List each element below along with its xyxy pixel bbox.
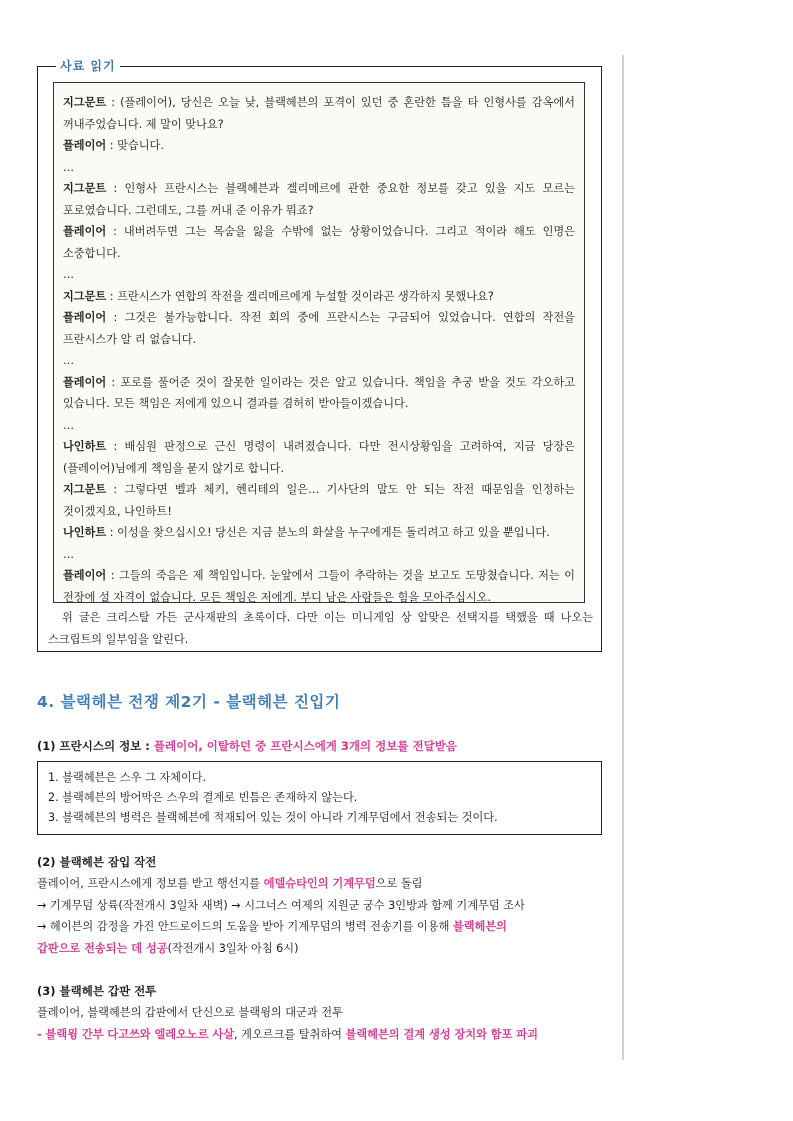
dialogue-text: : 프란시스가 연합의 작전을 겔리메르에게 누설할 것이라곤 생각하지 못했나요? bbox=[106, 289, 494, 303]
francis-info-box bbox=[37, 761, 602, 835]
speaker-name: 플레이어 bbox=[63, 139, 107, 152]
dialogue-text: : 인형사 프란시스는 블랙헤븐과 겔리메르에 관한 중요한 정보를 갖고 있을 지도 모르는 포로였습니다. 그런데도, 그를 꺼내 준 이유가 뭐죠? bbox=[63, 182, 575, 217]
highlight-text: 에델슈타인의 기계무덤 bbox=[263, 877, 376, 890]
page-margin-rule bbox=[622, 55, 624, 1060]
speaker-name: 플레이어 bbox=[63, 225, 107, 238]
dialogue-text: : 내버려두면 그는 목숨을 잃을 수밖에 없는 상황이었습니다. 그리고 적이라 해도 인명은 소중합니다. bbox=[63, 225, 575, 260]
dialogue-text: : 그것은 불가능합니다. 작전 회의 중에 프란시스는 구금되어 있었습니다. 연합의 작전을 프란시스가 알 리 없습니다. bbox=[63, 311, 575, 346]
dialogue-text: : 포로를 풀어준 것이 잘못한 일이라는 것은 알고 있습니다. 책임을 추궁 받을 것도 각오하고 있습니다. 모든 책임은 저에게 있으니 결과를 겸허히 받아들이겠습니다. bbox=[63, 375, 575, 410]
dialogue-line bbox=[63, 178, 575, 221]
dialogue-line bbox=[63, 286, 575, 308]
dialogue-excerpt-box bbox=[53, 82, 585, 603]
section-title: 4. 블랙헤븐 전쟁 제2기 - 블랙헤븐 진입기 bbox=[37, 693, 341, 711]
highlight-text: 플레이어, 이탈하던 중 프란시스에게 3개의 정보를 전달받음 bbox=[153, 739, 457, 753]
dialogue-line bbox=[63, 92, 575, 135]
dialogue-text: : (플레이어), 당신은 오늘 낮, 블랙헤븐의 포격이 있던 중 혼란한 틈을 타 인형사를 감옥에서 꺼내주었습니다. 제 말이 맞나요? bbox=[63, 96, 575, 131]
dialogue-text: : 그렇다면 벨과 체키, 헨리테의 일은… 기사단의 말도 안 되는 작전 때문임을 인정하는 것이겠지요, 나인하트! bbox=[63, 483, 575, 518]
subsection-deck-battle-title: (3) 블랙헤븐 갑판 전투 bbox=[37, 984, 157, 998]
subsection-infiltration-body: 플레이어, 프란시스에게 정보를 받고 행선지를 에델슈타인의 기계무덤으로 돌림 → 기계무덤 상륙(작전개시 3일차 새벽) → 시그너스 여제의 지원군 궁수 3인방과 함께 기계무덤 조사 → 헤이븐의 감정을 가진 안드로이드의 도움을 받아 기계무덤의 병력 전송기를 이용해 블랙헤븐의 갑판으로 전송되는 데 성공(작전개시 3일차 아침 6시) bbox=[37, 877, 525, 955]
ellipsis: … bbox=[63, 547, 75, 561]
speaker-name: 플레이어 bbox=[63, 569, 107, 582]
speaker-name: 지그문트 bbox=[63, 96, 107, 109]
ellipsis: … bbox=[63, 160, 75, 174]
highlight-text: 블랙윙 간부 다고쓰와 엘레오노르 사살 bbox=[45, 1027, 235, 1041]
highlight-text: 블랙헤븐의 bbox=[452, 920, 507, 933]
dialogue-line bbox=[63, 221, 575, 264]
subsection-francis-info: (1) 프란시스의 정보 : 플레이어, 이탈하던 중 프란시스에게 3개의 정보를 전달받음 bbox=[37, 739, 457, 753]
source-reading-box bbox=[37, 59, 602, 652]
highlight-text: 갑판으로 전송되는 데 성공 bbox=[37, 941, 168, 955]
source-note: 위 글은 크리스탈 가든 군사재판의 초록이다. 다만 이는 미니게임 상 알맞은 선택지를 택했을 때 나오는 스크립트의 일부임을 알린다. bbox=[48, 611, 593, 646]
info-item: 1. 블랙헤븐은 스우 그 자체이다. bbox=[48, 771, 207, 784]
speaker-name: 지그문트 bbox=[63, 483, 107, 496]
dialogue-line bbox=[63, 522, 575, 544]
dialogue-line bbox=[63, 565, 575, 608]
info-item: 2. 블랙헤븐의 방어막은 스우의 결계로 빈틈은 존재하지 않는다. bbox=[48, 791, 358, 804]
speaker-name: 나인하트 bbox=[63, 440, 107, 453]
subsection-deck-battle-body: 플레이어, 블랙헤븐의 갑판에서 단신으로 블랙윙의 대군과 전투 - 블랙윙 간부 다고쓰와 엘레오노르 사살, 게오르크를 탈취하여 블랙헤븐의 결계 생성 장치와 함포 파괴 bbox=[37, 1006, 538, 1041]
subsection-infiltration-title: (2) 블랙헤븐 잠입 작전 bbox=[37, 855, 157, 869]
speaker-name: 지그문트 bbox=[63, 182, 107, 195]
dialogue-text: : 이성을 찾으십시오! 당신은 지금 분노의 화살을 누구에게든 돌리려고 하고 있을 뿐입니다. bbox=[106, 526, 550, 539]
speaker-name: 나인하트 bbox=[63, 526, 107, 539]
highlight-text: 블랙헤븐의 결계 생성 장치와 함포 파괴 bbox=[345, 1027, 538, 1041]
dialogue-text: : 맞습니다. bbox=[106, 139, 164, 152]
speaker-name: 지그문트 bbox=[63, 289, 107, 303]
source-box-legend: 사료 읽기 bbox=[56, 57, 120, 74]
dialogue-line bbox=[63, 372, 575, 415]
dialogue-text: : 배심원 판정으로 근신 명령이 내려졌습니다. 다만 전시상황임을 고려하여, 지금 당장은 (플레이어)님에게 책임을 묻지 않기로 합니다. bbox=[63, 440, 575, 475]
subsection-label: (1) 프란시스의 정보 bbox=[37, 739, 142, 753]
dialogue-line bbox=[63, 307, 575, 350]
dialogue-text: : 그들의 죽음은 제 책임입니다. 눈앞에서 그들이 추락하는 것을 보고도 도망쳤습니다. 저는 이 전장에 설 자격이 없습니다. 모든 책임은 저에게. 부디 남은 사람들은 힘을 모아주십시오. bbox=[63, 569, 575, 604]
dialogue-line bbox=[63, 436, 575, 479]
dialogue-line bbox=[63, 479, 575, 522]
info-item: 3. 블랙헤븐의 병력은 블랙헤븐에 적재되어 있는 것이 아니라 기계무덤에서 전송되는 것이다. bbox=[48, 811, 498, 824]
ellipsis: … bbox=[63, 354, 75, 367]
ellipsis: … bbox=[63, 268, 75, 281]
speaker-name: 플레이어 bbox=[63, 375, 107, 389]
dialogue-line bbox=[63, 135, 575, 157]
ellipsis: … bbox=[63, 418, 75, 432]
speaker-name: 플레이어 bbox=[63, 311, 107, 324]
